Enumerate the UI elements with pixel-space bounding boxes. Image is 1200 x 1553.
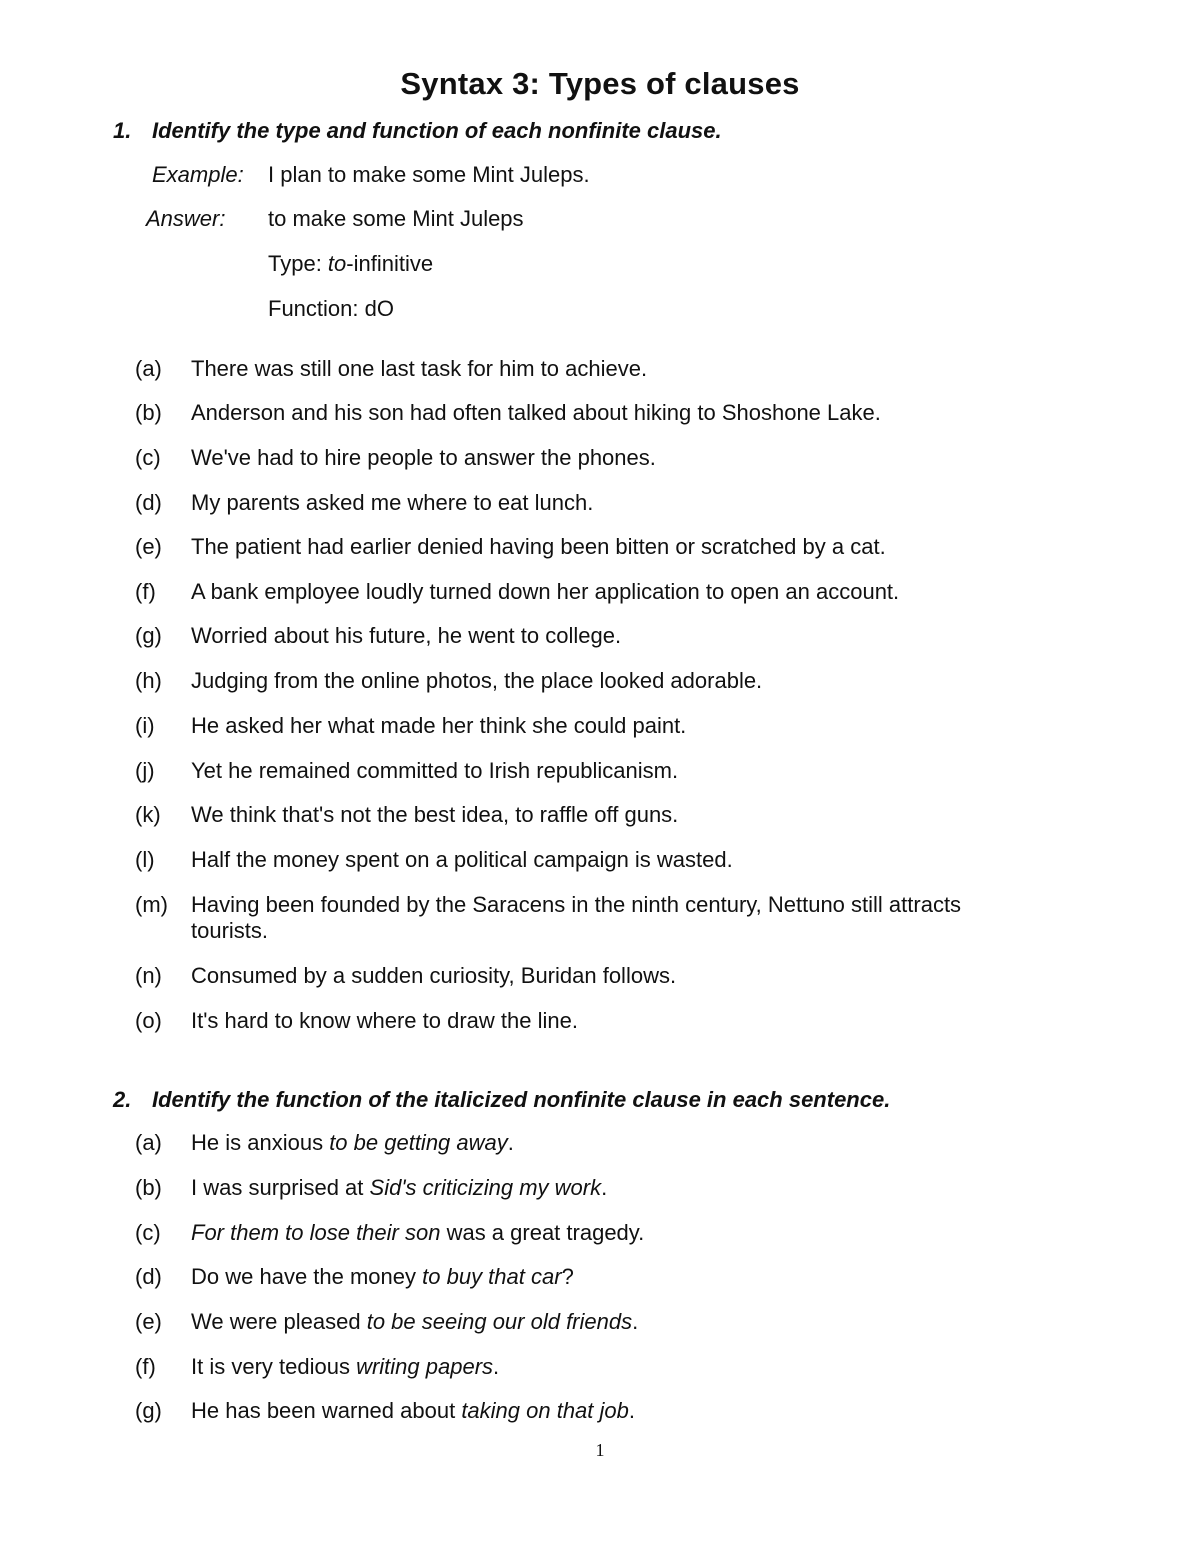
item-label: (n) <box>135 963 162 988</box>
item-text: We've had to hire people to answer the phones. <box>191 445 656 470</box>
answer-type-suffix: -infinitive <box>346 251 434 276</box>
item-italic-clause: to be seeing our old friends <box>366 1309 633 1334</box>
answer-function: Function: dO <box>268 296 394 321</box>
item-label: (a) <box>135 1130 162 1155</box>
page-title: Syntax 3: Types of clauses <box>400 66 800 101</box>
item-label: (c) <box>135 445 161 470</box>
item-text: It's hard to know where to draw the line. <box>191 1008 578 1033</box>
section-1-heading-text: Identify the type and function of each nonfinite clause. <box>152 118 722 143</box>
item-text: He is anxious <box>191 1130 330 1155</box>
answer-type-prefix: Type: <box>268 251 328 276</box>
item-italic-clause: to be getting away <box>329 1130 508 1155</box>
item-label: (k) <box>135 802 161 827</box>
answer-label: Answer: <box>146 206 226 231</box>
item-label: (i) <box>135 713 155 738</box>
example-text: I plan to make some Mint Juleps. <box>268 162 590 187</box>
item-text: Do we have the money <box>191 1264 423 1289</box>
item-label: (j) <box>135 758 155 783</box>
item-text: He asked her what made her think she could paint. <box>191 713 687 738</box>
item-label: (e) <box>135 1309 162 1334</box>
item-text: The patient had earlier denied having been bitten or scratched by a cat. <box>191 534 886 559</box>
item-text: . <box>601 1175 608 1200</box>
item-italic-clause: to buy that car <box>422 1264 562 1289</box>
item-label: (g) <box>135 623 162 648</box>
section-1-heading <box>113 118 722 144</box>
item-label: (c) <box>135 1220 161 1245</box>
item-text: was a great tragedy. <box>440 1220 645 1245</box>
item-text: Half the money spent on a political campaign is wasted. <box>191 847 733 872</box>
item-text: A bank employee loudly turned down her application to open an account. <box>191 579 900 604</box>
item-label: (d) <box>135 490 162 515</box>
item-text: . <box>632 1309 639 1334</box>
item-italic-clause: writing papers <box>356 1354 494 1379</box>
item-text: . <box>493 1354 500 1379</box>
example-label: Example: <box>152 162 244 187</box>
item-text: It is very tedious <box>191 1354 357 1379</box>
item-label: (g) <box>135 1398 162 1423</box>
item-text: We think that's not the best idea, to raffle off guns. <box>191 802 679 827</box>
item-italic-clause: taking on that job <box>461 1398 629 1423</box>
answer-type <box>268 251 433 277</box>
answer-type-italic: to <box>327 251 347 276</box>
item-text: Judging from the online photos, the place looked adorable. <box>191 668 763 693</box>
item-label: (d) <box>135 1264 162 1289</box>
item-label: (f) <box>135 579 156 604</box>
item-text: . <box>507 1130 514 1155</box>
section-2-heading <box>113 1087 890 1113</box>
item-text: Anderson and his son had often talked about hiking to Shoshone Lake. <box>191 400 881 425</box>
item-label: (b) <box>135 400 162 425</box>
item-text: Consumed by a sudden curiosity, Buridan follows. <box>191 963 677 988</box>
item-text: ? <box>561 1264 574 1289</box>
answer-text: to make some Mint Juleps <box>268 206 524 231</box>
section-2-heading-text: Identify the function of the italicized nonfinite clause in each sentence. <box>152 1087 891 1112</box>
item-label: (f) <box>135 1354 156 1379</box>
item-text: He has been warned about <box>191 1398 462 1423</box>
item-label: (l) <box>135 847 155 872</box>
item-text: My parents asked me where to eat lunch. <box>191 490 594 515</box>
item-text: We were pleased <box>191 1309 367 1334</box>
section-2-number: 2. <box>113 1087 132 1112</box>
item-label: (b) <box>135 1175 162 1200</box>
item-text: Yet he remained committed to Irish republicanism. <box>191 758 679 783</box>
item-italic-clause: Sid's criticizing my work <box>369 1175 602 1200</box>
item-text: Worried about his future, he went to college. <box>191 623 622 648</box>
section-1-number: 1. <box>113 118 132 143</box>
item-text: I was surprised at <box>191 1175 370 1200</box>
item-text: Having been founded by the Saracens in the ninth century, Nettuno still attracts tourists. <box>191 892 962 943</box>
item-label: (e) <box>135 534 162 559</box>
item-label: (a) <box>135 356 162 381</box>
item-label: (o) <box>135 1008 162 1033</box>
page-number: 1 <box>595 1440 605 1460</box>
item-label: (h) <box>135 668 162 693</box>
item-label: (m) <box>135 892 168 917</box>
item-text: . <box>628 1398 636 1423</box>
item-italic-clause: For them to lose their son <box>191 1220 441 1245</box>
item-text: There was still one last task for him to achieve. <box>191 356 648 381</box>
